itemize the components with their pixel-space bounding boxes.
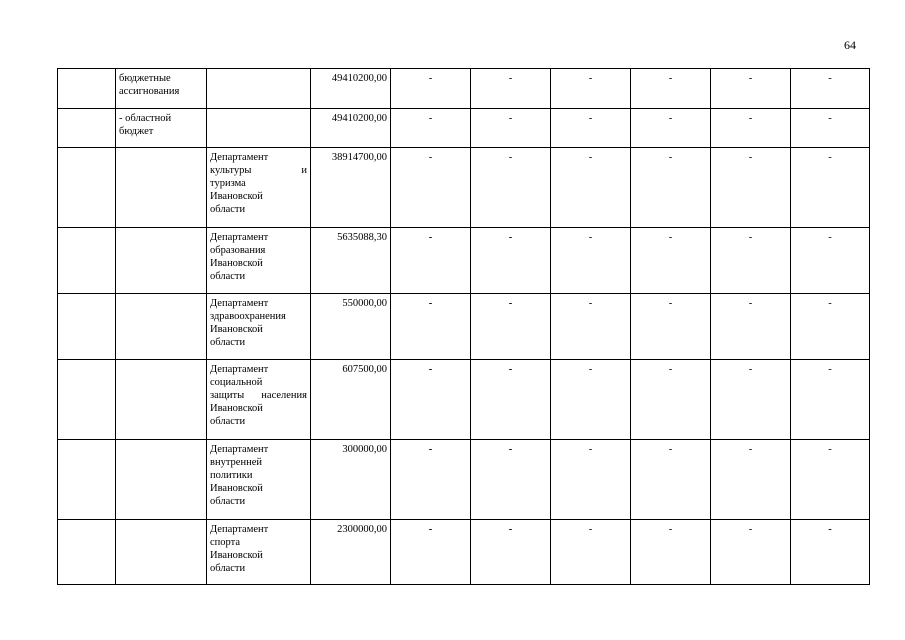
organization-line: области (210, 563, 246, 574)
year-value-cell: - (391, 360, 471, 440)
amount-cell: 49410200,00 (311, 69, 391, 109)
budget-table-body (58, 69, 870, 585)
organization-cell (207, 360, 311, 440)
table-row (58, 294, 870, 360)
table-row (58, 109, 870, 148)
row-number-cell (58, 440, 116, 520)
organization-cell (207, 294, 311, 360)
organization-cell (207, 109, 311, 148)
row-number-cell (58, 294, 116, 360)
table-row (58, 440, 870, 520)
organization-cell (207, 520, 311, 585)
year-value-cell: - (791, 294, 870, 360)
year-value-cell: - (791, 69, 870, 109)
organization-line: спорта (210, 537, 241, 548)
year-value-cell: - (551, 520, 631, 585)
year-value-cell: - (471, 360, 551, 440)
year-value-cell: - (551, 440, 631, 520)
year-value-cell: - (551, 228, 631, 294)
year-value-cell: - (391, 228, 471, 294)
year-value-cell: - (471, 109, 551, 148)
organization-cell (207, 228, 311, 294)
category-cell (116, 228, 207, 294)
year-value-cell: - (391, 520, 471, 585)
amount-cell: 550000,00 (311, 294, 391, 360)
category-line: - областной (119, 113, 172, 124)
year-value-cell: - (631, 440, 711, 520)
organization-line: области (210, 416, 246, 427)
year-value-cell: - (711, 109, 791, 148)
category-line: ассигнования (119, 86, 180, 97)
year-value-cell: - (791, 440, 870, 520)
organization-line: внутренней (210, 457, 262, 468)
amount-cell: 2300000,00 (311, 520, 391, 585)
table-row (58, 228, 870, 294)
year-value-cell: - (631, 294, 711, 360)
year-value-cell: - (631, 109, 711, 148)
year-value-cell: - (391, 294, 471, 360)
year-value-cell: - (471, 148, 551, 228)
organization-line: Ивановской (210, 483, 263, 494)
year-value-cell: - (391, 69, 471, 109)
year-value-cell: - (711, 294, 791, 360)
year-value-cell: - (551, 69, 631, 109)
organization-line: области (210, 496, 246, 507)
year-value-cell: - (391, 440, 471, 520)
organization-line: области (210, 337, 246, 348)
year-value-cell: - (551, 294, 631, 360)
year-value-cell: - (471, 294, 551, 360)
year-value-cell: - (631, 69, 711, 109)
year-value-cell: - (711, 440, 791, 520)
organization-line: Департамент (210, 524, 269, 535)
row-number-cell (58, 228, 116, 294)
year-value-cell: - (551, 109, 631, 148)
page-number: 64 (844, 38, 856, 52)
category-cell (116, 109, 207, 148)
category-cell (116, 294, 207, 360)
category-cell (116, 520, 207, 585)
year-value-cell: - (791, 109, 870, 148)
year-value-cell: - (391, 148, 471, 228)
organization-line: Ивановской (210, 258, 263, 269)
category-cell (116, 440, 207, 520)
amount-cell: 49410200,00 (311, 109, 391, 148)
organization-line: Департамент (210, 152, 269, 163)
table-row (58, 520, 870, 585)
year-value-cell: - (471, 69, 551, 109)
table-row (58, 148, 870, 228)
row-number-cell (58, 360, 116, 440)
organization-line: социальной (210, 377, 263, 388)
year-value-cell: - (471, 440, 551, 520)
year-value-cell: - (711, 69, 791, 109)
organization-line: области (210, 204, 246, 215)
organization-line: Департамент (210, 232, 269, 243)
organization-line: Ивановской (210, 403, 263, 414)
budget-table (57, 68, 870, 585)
category-line: бюджетные (119, 73, 171, 84)
organization-line: Департамент (210, 298, 269, 309)
organization-line: Ивановской (210, 191, 263, 202)
row-number-cell (58, 109, 116, 148)
row-number-cell (58, 69, 116, 109)
category-cell (116, 360, 207, 440)
organization-line: политики (210, 470, 253, 481)
organization-line: защиты населения (210, 390, 307, 401)
table-row (58, 69, 870, 109)
year-value-cell: - (471, 520, 551, 585)
year-value-cell: - (711, 148, 791, 228)
organization-line: образования (210, 245, 266, 256)
organization-cell (207, 440, 311, 520)
year-value-cell: - (631, 228, 711, 294)
amount-cell: 300000,00 (311, 440, 391, 520)
year-value-cell: - (711, 520, 791, 585)
amount-cell: 607500,00 (311, 360, 391, 440)
year-value-cell: - (711, 228, 791, 294)
category-cell (116, 148, 207, 228)
organization-line: Департамент (210, 444, 269, 455)
year-value-cell: - (791, 148, 870, 228)
year-value-cell: - (791, 360, 870, 440)
year-value-cell: - (551, 360, 631, 440)
organization-line: здравоохранения (210, 311, 286, 322)
year-value-cell: - (631, 360, 711, 440)
year-value-cell: - (551, 148, 631, 228)
category-line: бюджет (119, 126, 154, 137)
organization-line: туризма (210, 178, 246, 189)
organization-line: культуры и (210, 165, 307, 176)
row-number-cell (58, 520, 116, 585)
organization-line: Департамент (210, 364, 269, 375)
organization-line: Ивановской (210, 550, 263, 561)
organization-cell (207, 148, 311, 228)
organization-line: Ивановской (210, 324, 263, 335)
year-value-cell: - (631, 520, 711, 585)
table-row (58, 360, 870, 440)
year-value-cell: - (391, 109, 471, 148)
row-number-cell (58, 148, 116, 228)
year-value-cell: - (711, 360, 791, 440)
year-value-cell: - (791, 520, 870, 585)
amount-cell: 5635088,30 (311, 228, 391, 294)
year-value-cell: - (791, 228, 870, 294)
year-value-cell: - (471, 228, 551, 294)
organization-cell (207, 69, 311, 109)
year-value-cell: - (631, 148, 711, 228)
category-cell (116, 69, 207, 109)
amount-cell: 38914700,00 (311, 148, 391, 228)
organization-line: области (210, 271, 246, 282)
